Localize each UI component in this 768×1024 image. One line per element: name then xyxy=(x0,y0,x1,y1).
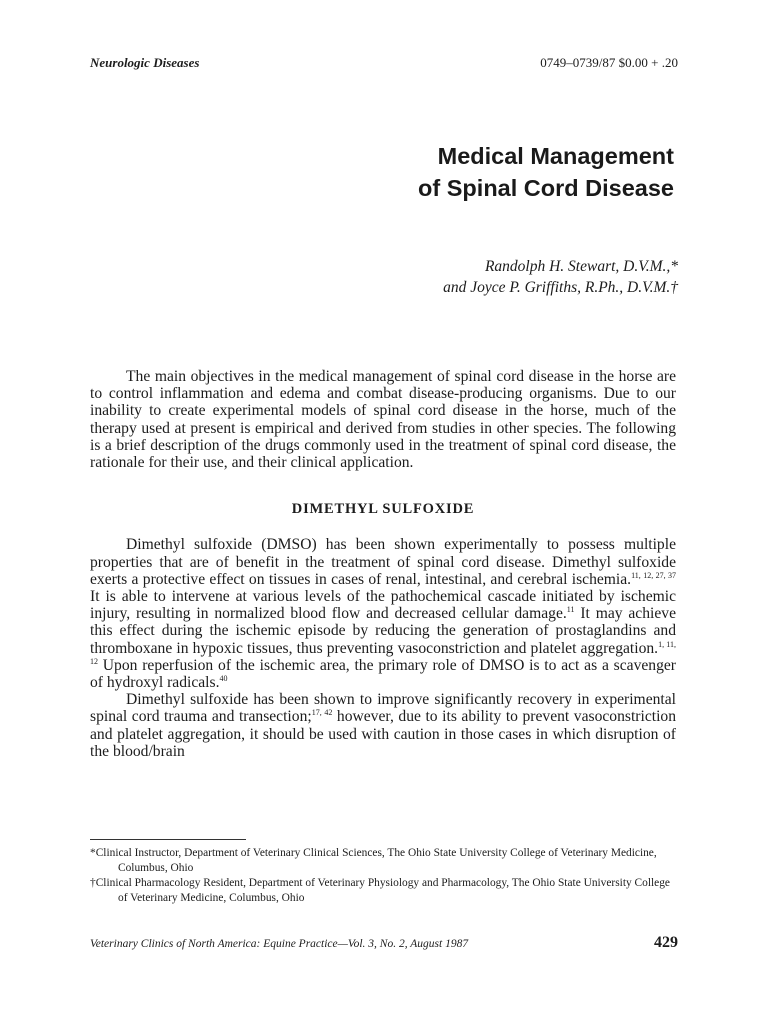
article-title xyxy=(254,140,674,204)
page-footer xyxy=(90,934,678,952)
text-run: It may achieve this effect during the ischemic episode by reducing the generation of prostaglandins and thromboxane in hypoxic tissues, thus preventing vasoconstriction and platelet aggregation. xyxy=(90,605,676,657)
author-line-2: and Joyce P. Griffiths, R.Ph., D.V.M.† xyxy=(443,279,678,296)
article-code: 0749–0739/87 $0.00 + .20 xyxy=(540,55,678,70)
text-run: however, due to its ability to prevent vasoconstriction and platelet aggregation, it should be used with caution in those cases in which disruption of the blood/brain xyxy=(90,708,677,760)
footnote-1: *Clinical Instructor, Department of Veterinary Clinical Sciences, The Ohio State University College of Veterinary Medicine, Columbus, Ohio xyxy=(90,847,657,874)
dmso-paragraph-2 xyxy=(90,691,676,760)
reference-superscript: 1, 11, 12 xyxy=(90,639,677,666)
reference-superscript: 40 xyxy=(219,674,228,684)
text-run: Dimethyl sulfoxide has been shown to improve significantly recovery in experimental spinal cord trauma and transection; xyxy=(90,691,676,726)
reference-superscript: 11, 12, 27, 37 xyxy=(631,570,677,580)
intro-paragraph: The main objectives in the medical management of spinal cord disease in the horse are to control inflammation and edema and combat disease-producing organisms. Due to our inability to create experimental models of spinal cord disease in the horse, much of the therapy used at present is empirical and derived from studies in other species. The following is a brief description of the drugs commonly used in the treatment of spinal cord disease, the rationale for their use, and their clinical application. xyxy=(90,368,676,472)
text-run: Dimethyl sulfoxide (DMSO) has been shown experimentally to possess multiple properties that are of benefit in the treatment of spinal cord disease. Dimethyl sulfoxide exerts a protective effect on tissues in cases of renal, intestinal, and cerebral ischemia. xyxy=(90,536,676,588)
text-run: Upon reperfusion of the ischemic area, the primary role of DMSO is to act as a scavenger of hydroxyl radicals. xyxy=(90,656,676,692)
page-number: 429 xyxy=(654,934,678,951)
title-line-1: Medical Management xyxy=(437,143,674,169)
footnote-divider xyxy=(90,839,246,840)
dmso-paragraph-1 xyxy=(90,536,676,691)
footnotes xyxy=(90,846,678,906)
reference-superscript: 17, 42 xyxy=(311,708,333,718)
author-block xyxy=(258,256,678,298)
author-line-1: Randolph H. Stewart, D.V.M.,* xyxy=(484,258,678,275)
journal-citation: Veterinary Clinics of North America: Equine Practice—Vol. 3, No. 2, August 1987 xyxy=(90,938,469,950)
reference-superscript: 11 xyxy=(566,605,575,615)
section-heading: DIMETHYL SULFOXIDE xyxy=(291,501,475,518)
title-line-2: of Spinal Cord Disease xyxy=(418,175,674,201)
running-head xyxy=(90,55,678,71)
section-name: Neurologic Diseases xyxy=(90,55,200,70)
article-body xyxy=(90,368,676,760)
footnote-2: †Clinical Pharmacology Resident, Department of Veterinary Physiology and Pharmacology, The Ohio State University College of Veterinary Medicine, Columbus, Ohio xyxy=(90,877,670,904)
text-run: It is able to intervene at various levels of the pathochemical cascade initiated by ischemic injury, resulting in normalized blood flow and decreased cellular damage. xyxy=(90,588,676,623)
